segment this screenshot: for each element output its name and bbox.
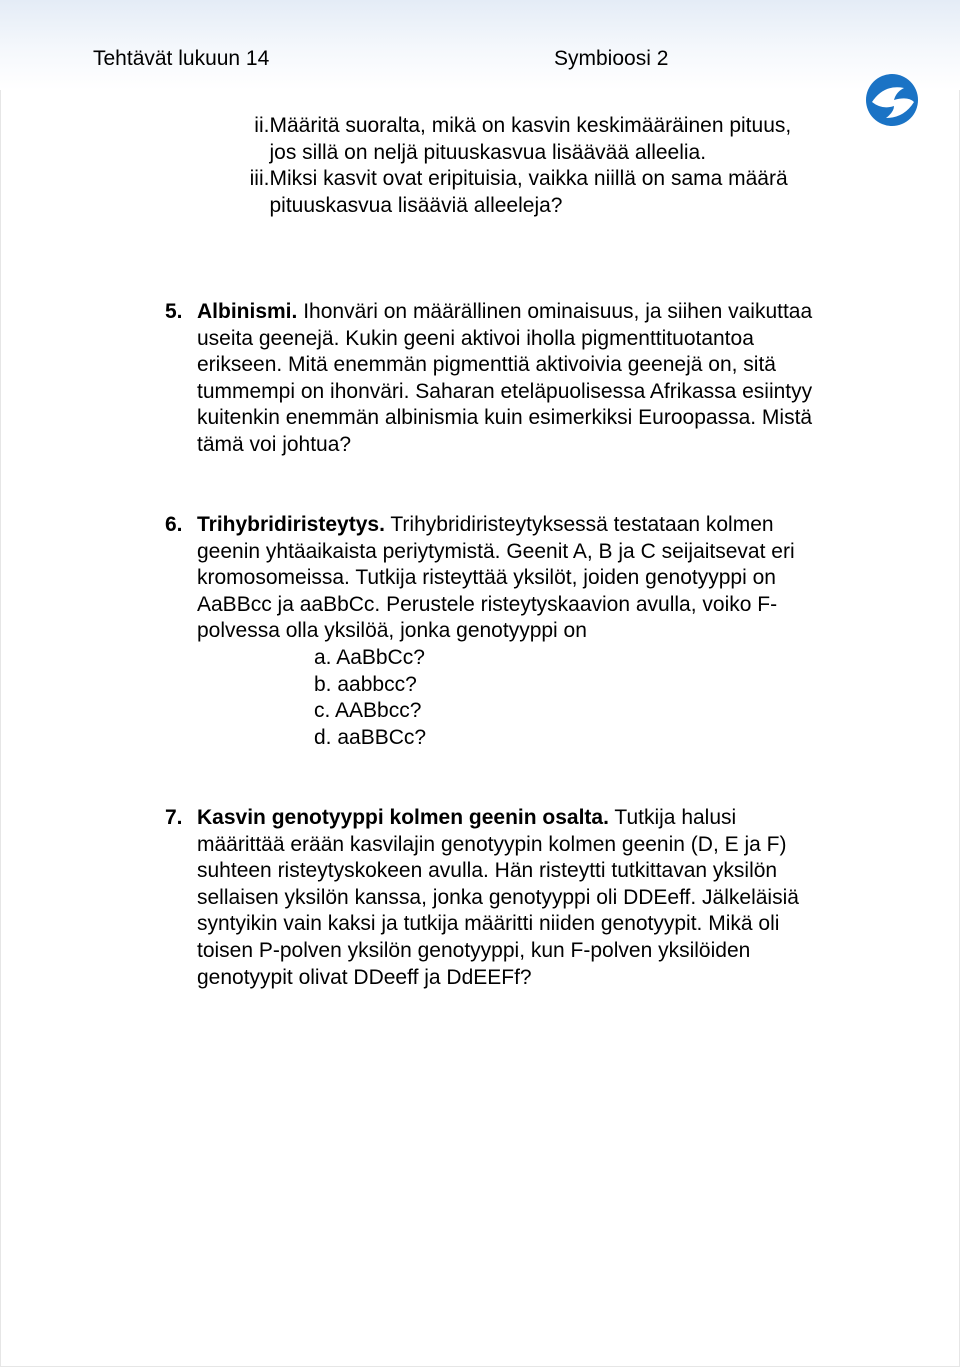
question-text: Ihonväri on määrällinen ominaisuus, ja siihen vaikuttaa useita geenejä. Kukin geeni aktivoi iholla pigmenttituotantoa erikseen. Mitä enemmän pigmenttiä aktivoivia geenejä on, sitä tummempi on ihonväri. Saharan eteläpuolisessa Afrikassa esiintyy kuitenkin enemmän albinismia kuin esimerkiksi Euroopassa. Mistä tämä voi johtua? <box>197 300 813 456</box>
question-7 <box>165 805 825 991</box>
question-title: Trihybridiristeytys. <box>197 513 385 536</box>
question-text: Tutkija halusi määrittää erään kasvilajin genotyypin kolmen geenin (D, E ja F) suhteen risteytyskokeen avulla. Hän risteytti tutkittavan yksilön sellaisen yksilön kanssa, jonka genotyyppi oli DDEeff. Jälkeläisiä syntyikin vain kaksi ja tutkija määritti niiden genotyypit. Mikä oli toisen P-polven yksilön genotyyppi, kun F-polven yksilöiden genotyypit olivat DDeeff ja DdEEFf? <box>197 806 799 989</box>
roman-marker: iii. <box>249 167 270 191</box>
question-6 <box>165 512 825 751</box>
question-5 <box>165 299 825 459</box>
roman-text: Määritä suoralta, mikä on kasvin keskimääräinen pituus, jos sillä on neljä pituuskasvua lisäävää alleelia. <box>269 114 792 164</box>
question-title: Albinismi. <box>197 300 298 323</box>
list-item <box>180 166 820 219</box>
header-title: Tehtävät lukuun 14 <box>93 47 270 70</box>
list-item <box>180 113 820 166</box>
option-item: b. aabbcc? <box>314 672 417 696</box>
question-text: Trihybridiristeytyksessä testataan kolmen geenin yhtäaikaista periytymistä. Geenit A, B ja C seijaitsevat eri kromosomeissa. Tutkija risteyttää yksilöt, joiden genotyyppi on AaBBcc ja aaBbCc. Perustele risteytyskaavion avulla, voiko F-polvessa olla yksilöä, jonka genotyyppi on <box>197 513 795 643</box>
option-item: a. AaBbCc? <box>314 645 425 669</box>
option-item: d. aaBBCc? <box>314 725 427 749</box>
question-number: 7. <box>165 806 183 829</box>
roman-marker: ii. <box>254 114 270 137</box>
question-number: 6. <box>165 513 183 536</box>
option-list <box>197 645 825 751</box>
publisher-logo-icon <box>864 72 920 128</box>
question-number: 5. <box>165 300 183 323</box>
header-band <box>0 0 960 90</box>
option-item: c. AABbcc? <box>314 699 422 723</box>
roman-text: Miksi kasvit ovat eripituisia, vaikka niillä on sama määrä pituuskasvua lisääviä alleeleja? <box>269 167 788 217</box>
header-book-name: Symbioosi 2 <box>554 47 669 70</box>
roman-list <box>180 113 820 219</box>
question-title: Kasvin genotyyppi kolmen geenin osalta. <box>197 806 609 829</box>
